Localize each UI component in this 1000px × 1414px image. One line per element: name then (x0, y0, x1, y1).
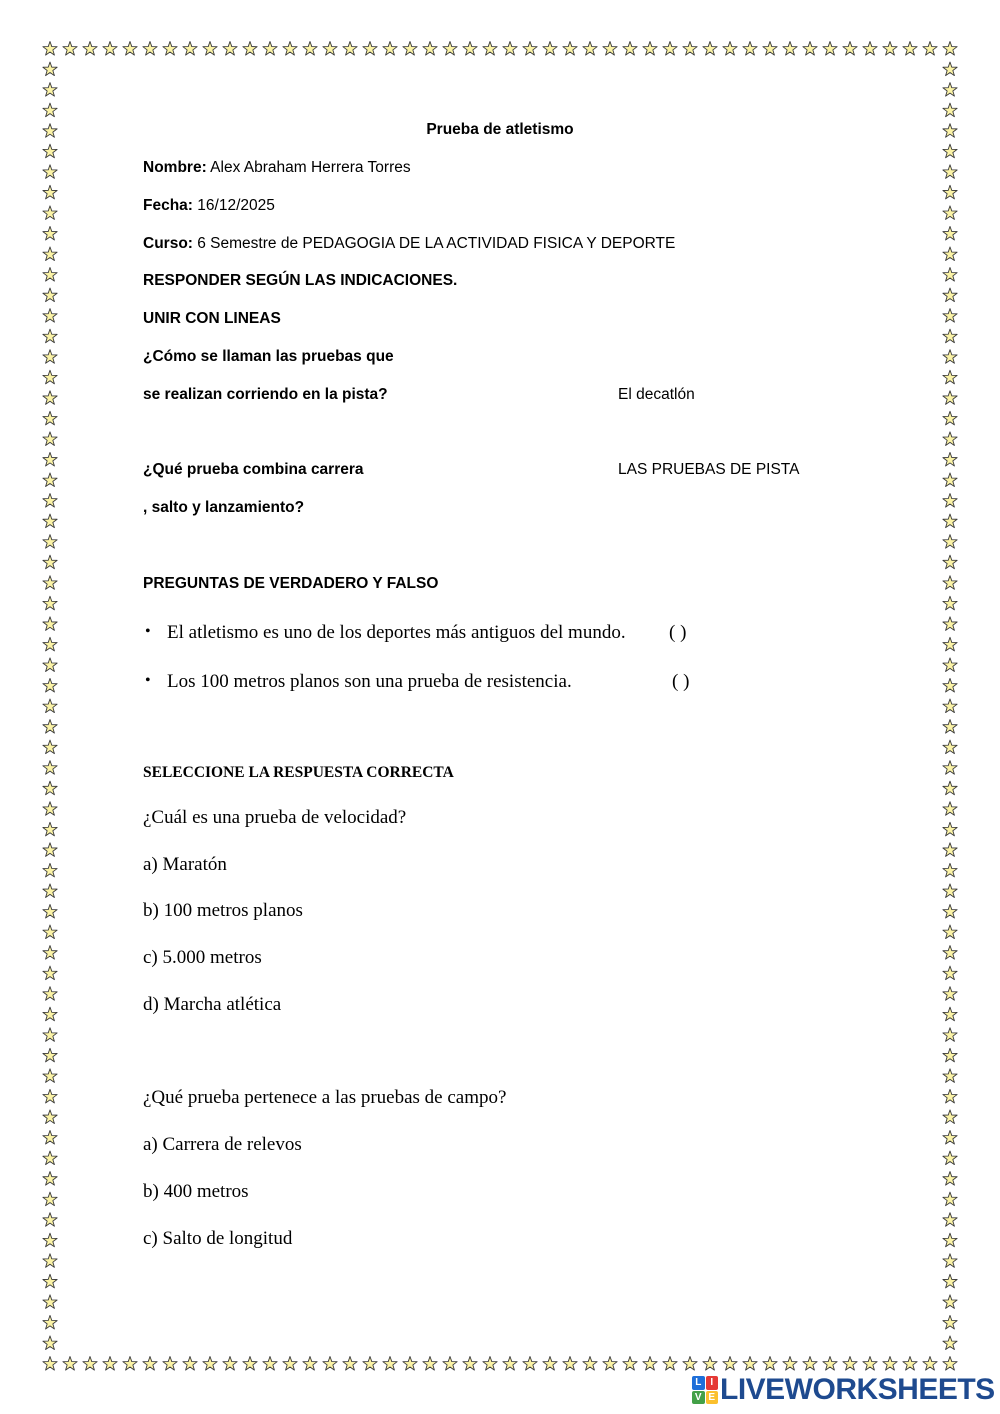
star-icon (583, 1357, 597, 1371)
star-icon (743, 42, 757, 56)
star-icon (383, 1357, 397, 1371)
star-icon (543, 1357, 557, 1371)
star-icon (443, 42, 457, 56)
star-icon (843, 1357, 857, 1371)
star-icon (43, 514, 57, 528)
star-icon (523, 1357, 537, 1371)
star-icon (943, 596, 957, 610)
star-icon (43, 1192, 57, 1206)
star-icon (943, 350, 957, 364)
star-icon (943, 432, 957, 446)
star-icon (943, 658, 957, 672)
star-icon (83, 1357, 97, 1371)
star-icon (43, 1254, 57, 1268)
star-icon (183, 1357, 197, 1371)
star-icon (943, 144, 957, 158)
star-icon (943, 1192, 957, 1206)
star-icon (283, 42, 297, 56)
star-icon (43, 1357, 57, 1371)
star-icon (943, 1295, 957, 1309)
star-icon (943, 1130, 957, 1144)
true-false-item-2: Los 100 metros planos son una prueba de resistencia. (167, 671, 572, 692)
option-2b[interactable]: b) 400 metros (143, 1181, 249, 1202)
star-icon (943, 1172, 957, 1186)
star-icon (43, 1233, 57, 1247)
star-icon (223, 1357, 237, 1371)
star-icon (783, 1357, 797, 1371)
star-icon (43, 678, 57, 692)
star-icon (943, 637, 957, 651)
star-icon (263, 1357, 277, 1371)
star-icon (763, 1357, 777, 1371)
star-icon (43, 925, 57, 939)
star-icon (43, 535, 57, 549)
star-icon (943, 843, 957, 857)
star-icon (903, 42, 917, 56)
star-icon (943, 473, 957, 487)
star-icon (43, 596, 57, 610)
star-icon (43, 226, 57, 240)
nombre-line (143, 159, 411, 177)
star-icon (43, 42, 57, 56)
star-icon (843, 42, 857, 56)
star-icon (943, 822, 957, 836)
star-icon (43, 473, 57, 487)
star-icon (403, 1357, 417, 1371)
star-icon (943, 103, 957, 117)
star-icon (43, 1151, 57, 1165)
star-icon (943, 1089, 957, 1103)
star-icon (363, 42, 377, 56)
match-question-2-line-2: , salto y lanzamiento? (143, 499, 305, 516)
star-icon (723, 42, 737, 56)
star-icon (43, 1130, 57, 1144)
star-icon (703, 1357, 717, 1371)
star-icon (143, 1357, 157, 1371)
select-question-1: ¿Cuál es una prueba de velocidad? (143, 807, 407, 828)
star-icon (943, 391, 957, 405)
star-icon (943, 165, 957, 179)
star-icon (43, 62, 57, 76)
star-icon (943, 1028, 957, 1042)
star-icon (803, 42, 817, 56)
star-icon (43, 165, 57, 179)
star-icon (43, 781, 57, 795)
match-question-2-line-1: ¿Qué prueba combina carrera (143, 461, 364, 478)
curso-value: 6 Semestre de PEDAGOGIA DE LA ACTIVIDAD FISICA Y DEPORTE (192, 235, 676, 252)
logo-badge-icon (692, 1376, 718, 1404)
star-icon (43, 268, 57, 282)
star-icon (943, 1254, 957, 1268)
star-icon (603, 1357, 617, 1371)
star-icon (43, 863, 57, 877)
star-icon (943, 1233, 957, 1247)
star-icon (143, 42, 157, 56)
star-icon (43, 247, 57, 261)
star-icon (43, 1069, 57, 1083)
star-icon (63, 1357, 77, 1371)
star-icon (43, 1213, 57, 1227)
true-false-blank-1[interactable]: ( ) (669, 622, 687, 643)
star-icon (83, 42, 97, 56)
star-icon (183, 42, 197, 56)
star-icon (163, 1357, 177, 1371)
star-icon (943, 329, 957, 343)
star-icon (943, 1110, 957, 1124)
star-icon (123, 42, 137, 56)
star-icon (43, 576, 57, 590)
star-icon (623, 42, 637, 56)
star-icon (503, 1357, 517, 1371)
curso-line (143, 235, 675, 253)
star-icon (43, 1007, 57, 1021)
star-icon (43, 411, 57, 425)
star-icon (43, 432, 57, 446)
star-icon (943, 699, 957, 713)
star-icon (103, 1357, 117, 1371)
star-icon (643, 1357, 657, 1371)
page-title: Prueba de atletismo (426, 121, 574, 138)
star-icon (383, 42, 397, 56)
fecha-label: Fecha: (143, 197, 193, 214)
star-icon (943, 1048, 957, 1062)
star-icon (403, 42, 417, 56)
star-icon (343, 1357, 357, 1371)
star-icon (43, 637, 57, 651)
star-icon (943, 1274, 957, 1288)
star-icon (43, 658, 57, 672)
star-icon (803, 1357, 817, 1371)
star-icon (923, 1357, 937, 1371)
bullet-1: • (145, 623, 151, 640)
star-icon (643, 42, 657, 56)
star-icon (43, 1048, 57, 1062)
star-icon (943, 42, 957, 56)
star-icon (623, 1357, 637, 1371)
curso-label: Curso: (143, 235, 193, 252)
logo-badge-letter: V (692, 1391, 705, 1405)
star-icon (943, 494, 957, 508)
star-icon (943, 761, 957, 775)
star-icon (863, 1357, 877, 1371)
star-icon (943, 555, 957, 569)
star-icon (43, 904, 57, 918)
star-icon (883, 42, 897, 56)
star-icon (603, 42, 617, 56)
star-icon (43, 555, 57, 569)
fecha-value: 16/12/2025 (192, 197, 275, 214)
star-icon (943, 514, 957, 528)
star-icon (43, 699, 57, 713)
star-icon (943, 206, 957, 220)
star-icon (883, 1357, 897, 1371)
star-icon (943, 720, 957, 734)
star-icon (543, 42, 557, 56)
star-icon (243, 1357, 257, 1371)
logo-text: LIVEWORKSHEETS (720, 1373, 995, 1406)
match-question-1-line-2: se realizan corriendo en la pista? (143, 386, 388, 403)
star-icon (903, 1357, 917, 1371)
star-icon (203, 42, 217, 56)
star-icon (683, 1357, 697, 1371)
star-icon (943, 987, 957, 1001)
star-icon (43, 884, 57, 898)
star-icon (943, 452, 957, 466)
star-icon (943, 1151, 957, 1165)
true-false-heading: PREGUNTAS DE VERDADERO Y FALSO (143, 575, 439, 592)
nombre-value: Alex Abraham Herrera Torres (206, 159, 411, 176)
star-icon (43, 103, 57, 117)
star-icon (63, 42, 77, 56)
star-icon (943, 781, 957, 795)
option-1b[interactable]: b) 100 metros planos (143, 900, 303, 921)
star-icon (43, 452, 57, 466)
star-icon (943, 946, 957, 960)
star-icon (43, 1315, 57, 1329)
star-icon (303, 42, 317, 56)
match-answer-1[interactable]: El decatlón (618, 386, 695, 403)
star-icon (43, 1089, 57, 1103)
match-heading: UNIR CON LINEAS (143, 310, 281, 327)
fecha-line (143, 197, 275, 215)
star-icon (363, 1357, 377, 1371)
star-icon (943, 904, 957, 918)
match-answer-2[interactable]: LAS PRUEBAS DE PISTA (618, 461, 800, 478)
star-icon (43, 761, 57, 775)
option-1c[interactable]: c) 5.000 metros (143, 947, 262, 968)
select-heading: SELECCIONE LA RESPUESTA CORRECTA (143, 764, 454, 781)
star-icon (43, 288, 57, 302)
star-icon (943, 309, 957, 323)
star-icon (43, 1336, 57, 1350)
star-icon (463, 42, 477, 56)
star-icon (43, 494, 57, 508)
star-icon (943, 740, 957, 754)
star-icon (503, 42, 517, 56)
bullet-2: • (145, 672, 151, 689)
option-1d[interactable]: d) Marcha atlética (143, 994, 282, 1015)
star-icon (943, 1315, 957, 1329)
star-icon (943, 83, 957, 97)
logo-badge-letter: I (706, 1376, 719, 1390)
star-icon (43, 350, 57, 364)
star-icon (743, 1357, 757, 1371)
star-icon (43, 946, 57, 960)
star-icon (203, 1357, 217, 1371)
star-icon (583, 42, 597, 56)
star-icon (43, 370, 57, 384)
option-2a[interactable]: a) Carrera de relevos (143, 1134, 302, 1155)
star-icon (523, 42, 537, 56)
star-icon (43, 1274, 57, 1288)
star-icon (43, 309, 57, 323)
star-icon (323, 1357, 337, 1371)
star-icon (423, 1357, 437, 1371)
star-icon (43, 740, 57, 754)
star-icon (343, 42, 357, 56)
star-icon (43, 802, 57, 816)
star-icon (563, 42, 577, 56)
star-icon (923, 42, 937, 56)
star-icon (43, 185, 57, 199)
star-icon (863, 42, 877, 56)
star-icon (943, 1336, 957, 1350)
star-icon (43, 822, 57, 836)
star-icon (943, 1007, 957, 1021)
star-icon (943, 576, 957, 590)
star-icon (43, 1028, 57, 1042)
star-icon (943, 226, 957, 240)
logo-badge-letter: L (692, 1376, 705, 1390)
star-icon (943, 370, 957, 384)
true-false-blank-2[interactable]: ( ) (672, 671, 690, 692)
option-2c[interactable]: c) Salto de longitud (143, 1228, 293, 1249)
star-icon (43, 144, 57, 158)
star-icon (943, 802, 957, 816)
star-icon (43, 83, 57, 97)
star-icon (43, 329, 57, 343)
star-icon (943, 247, 957, 261)
star-icon (943, 411, 957, 425)
star-icon (723, 1357, 737, 1371)
star-icon (943, 62, 957, 76)
star-icon (783, 42, 797, 56)
star-icon (943, 925, 957, 939)
true-false-item-1: El atletismo es uno de los deportes más antiguos del mundo. (167, 622, 626, 643)
star-icon (423, 42, 437, 56)
star-icon (563, 1357, 577, 1371)
star-icon (43, 391, 57, 405)
star-icon (663, 1357, 677, 1371)
star-icon (43, 843, 57, 857)
star-icon (483, 1357, 497, 1371)
star-icon (43, 987, 57, 1001)
star-icon (323, 42, 337, 56)
star-icon (443, 1357, 457, 1371)
star-icon (43, 1172, 57, 1186)
star-icon (123, 1357, 137, 1371)
select-question-2: ¿Qué prueba pertenece a las pruebas de campo? (143, 1087, 507, 1108)
star-icon (823, 42, 837, 56)
star-icon (943, 678, 957, 692)
star-icon (243, 42, 257, 56)
star-icon (943, 1357, 957, 1371)
star-icon (43, 1295, 57, 1309)
star-icon (943, 884, 957, 898)
star-icon (943, 268, 957, 282)
star-icon (943, 185, 957, 199)
match-question-1-line-1: ¿Cómo se llaman las pruebas que (143, 348, 394, 365)
star-icon (483, 42, 497, 56)
star-icon (303, 1357, 317, 1371)
star-icon (943, 1069, 957, 1083)
star-icon (43, 617, 57, 631)
star-icon (943, 617, 957, 631)
liveworksheets-logo (692, 1373, 995, 1407)
star-icon (263, 42, 277, 56)
star-icon (43, 720, 57, 734)
logo-badge-letter: E (706, 1391, 719, 1405)
option-1a[interactable]: a) Maratón (143, 854, 227, 875)
star-icon (943, 863, 957, 877)
star-icon (943, 288, 957, 302)
star-icon (223, 42, 237, 56)
star-icon (823, 1357, 837, 1371)
star-icon (43, 966, 57, 980)
star-icon (943, 535, 957, 549)
star-icon (103, 42, 117, 56)
star-icon (163, 42, 177, 56)
star-icon (943, 966, 957, 980)
star-icon (43, 206, 57, 220)
star-icon (283, 1357, 297, 1371)
star-icon (763, 42, 777, 56)
star-icon (463, 1357, 477, 1371)
star-icon (683, 42, 697, 56)
star-icon (703, 42, 717, 56)
star-icon (43, 1110, 57, 1124)
star-icon (663, 42, 677, 56)
nombre-label: Nombre: (143, 159, 207, 176)
instructions: RESPONDER SEGÚN LAS INDICACIONES. (143, 272, 458, 289)
star-icon (943, 1213, 957, 1227)
